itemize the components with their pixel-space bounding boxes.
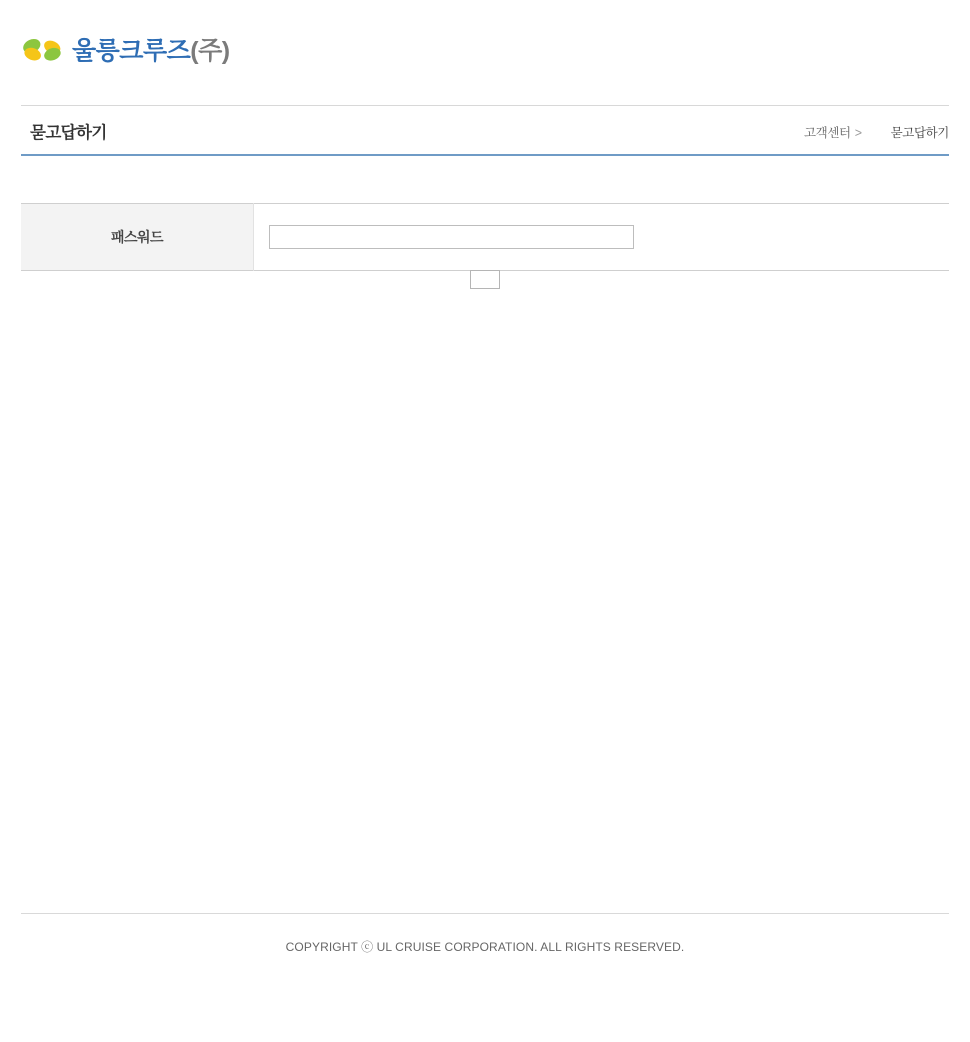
password-field-cell: [254, 204, 950, 271]
footer-copyright: COPYRIGHT ⓒ UL CRUISE CORPORATION. ALL RIGHTS RESERVED.: [285, 940, 685, 954]
password-form-area: [21, 203, 949, 271]
page-title: 묻고답하기: [30, 124, 107, 142]
page-titlebar: [21, 105, 949, 156]
footer-divider: [21, 913, 949, 914]
pinwheel-flower-logo-icon: [21, 28, 63, 70]
breadcrumb: [804, 123, 949, 141]
password-form-table: [21, 203, 949, 271]
breadcrumb-current: 묻고답하기: [890, 126, 949, 140]
submit-button[interactable]: [470, 270, 500, 289]
site-logo-text: [72, 31, 230, 67]
password-label: 패스워드: [21, 204, 254, 271]
site-header: [0, 0, 970, 105]
logo-name-main: 울릉크루즈: [72, 37, 191, 65]
site-logo-link[interactable]: [21, 28, 230, 70]
table-row: [21, 204, 949, 271]
breadcrumb-separator: >: [854, 126, 862, 140]
breadcrumb-parent[interactable]: 고객센터 >: [804, 126, 862, 140]
password-input[interactable]: [269, 225, 634, 249]
submit-button-row: [0, 270, 970, 293]
logo-name-suffix: (주): [190, 37, 230, 65]
